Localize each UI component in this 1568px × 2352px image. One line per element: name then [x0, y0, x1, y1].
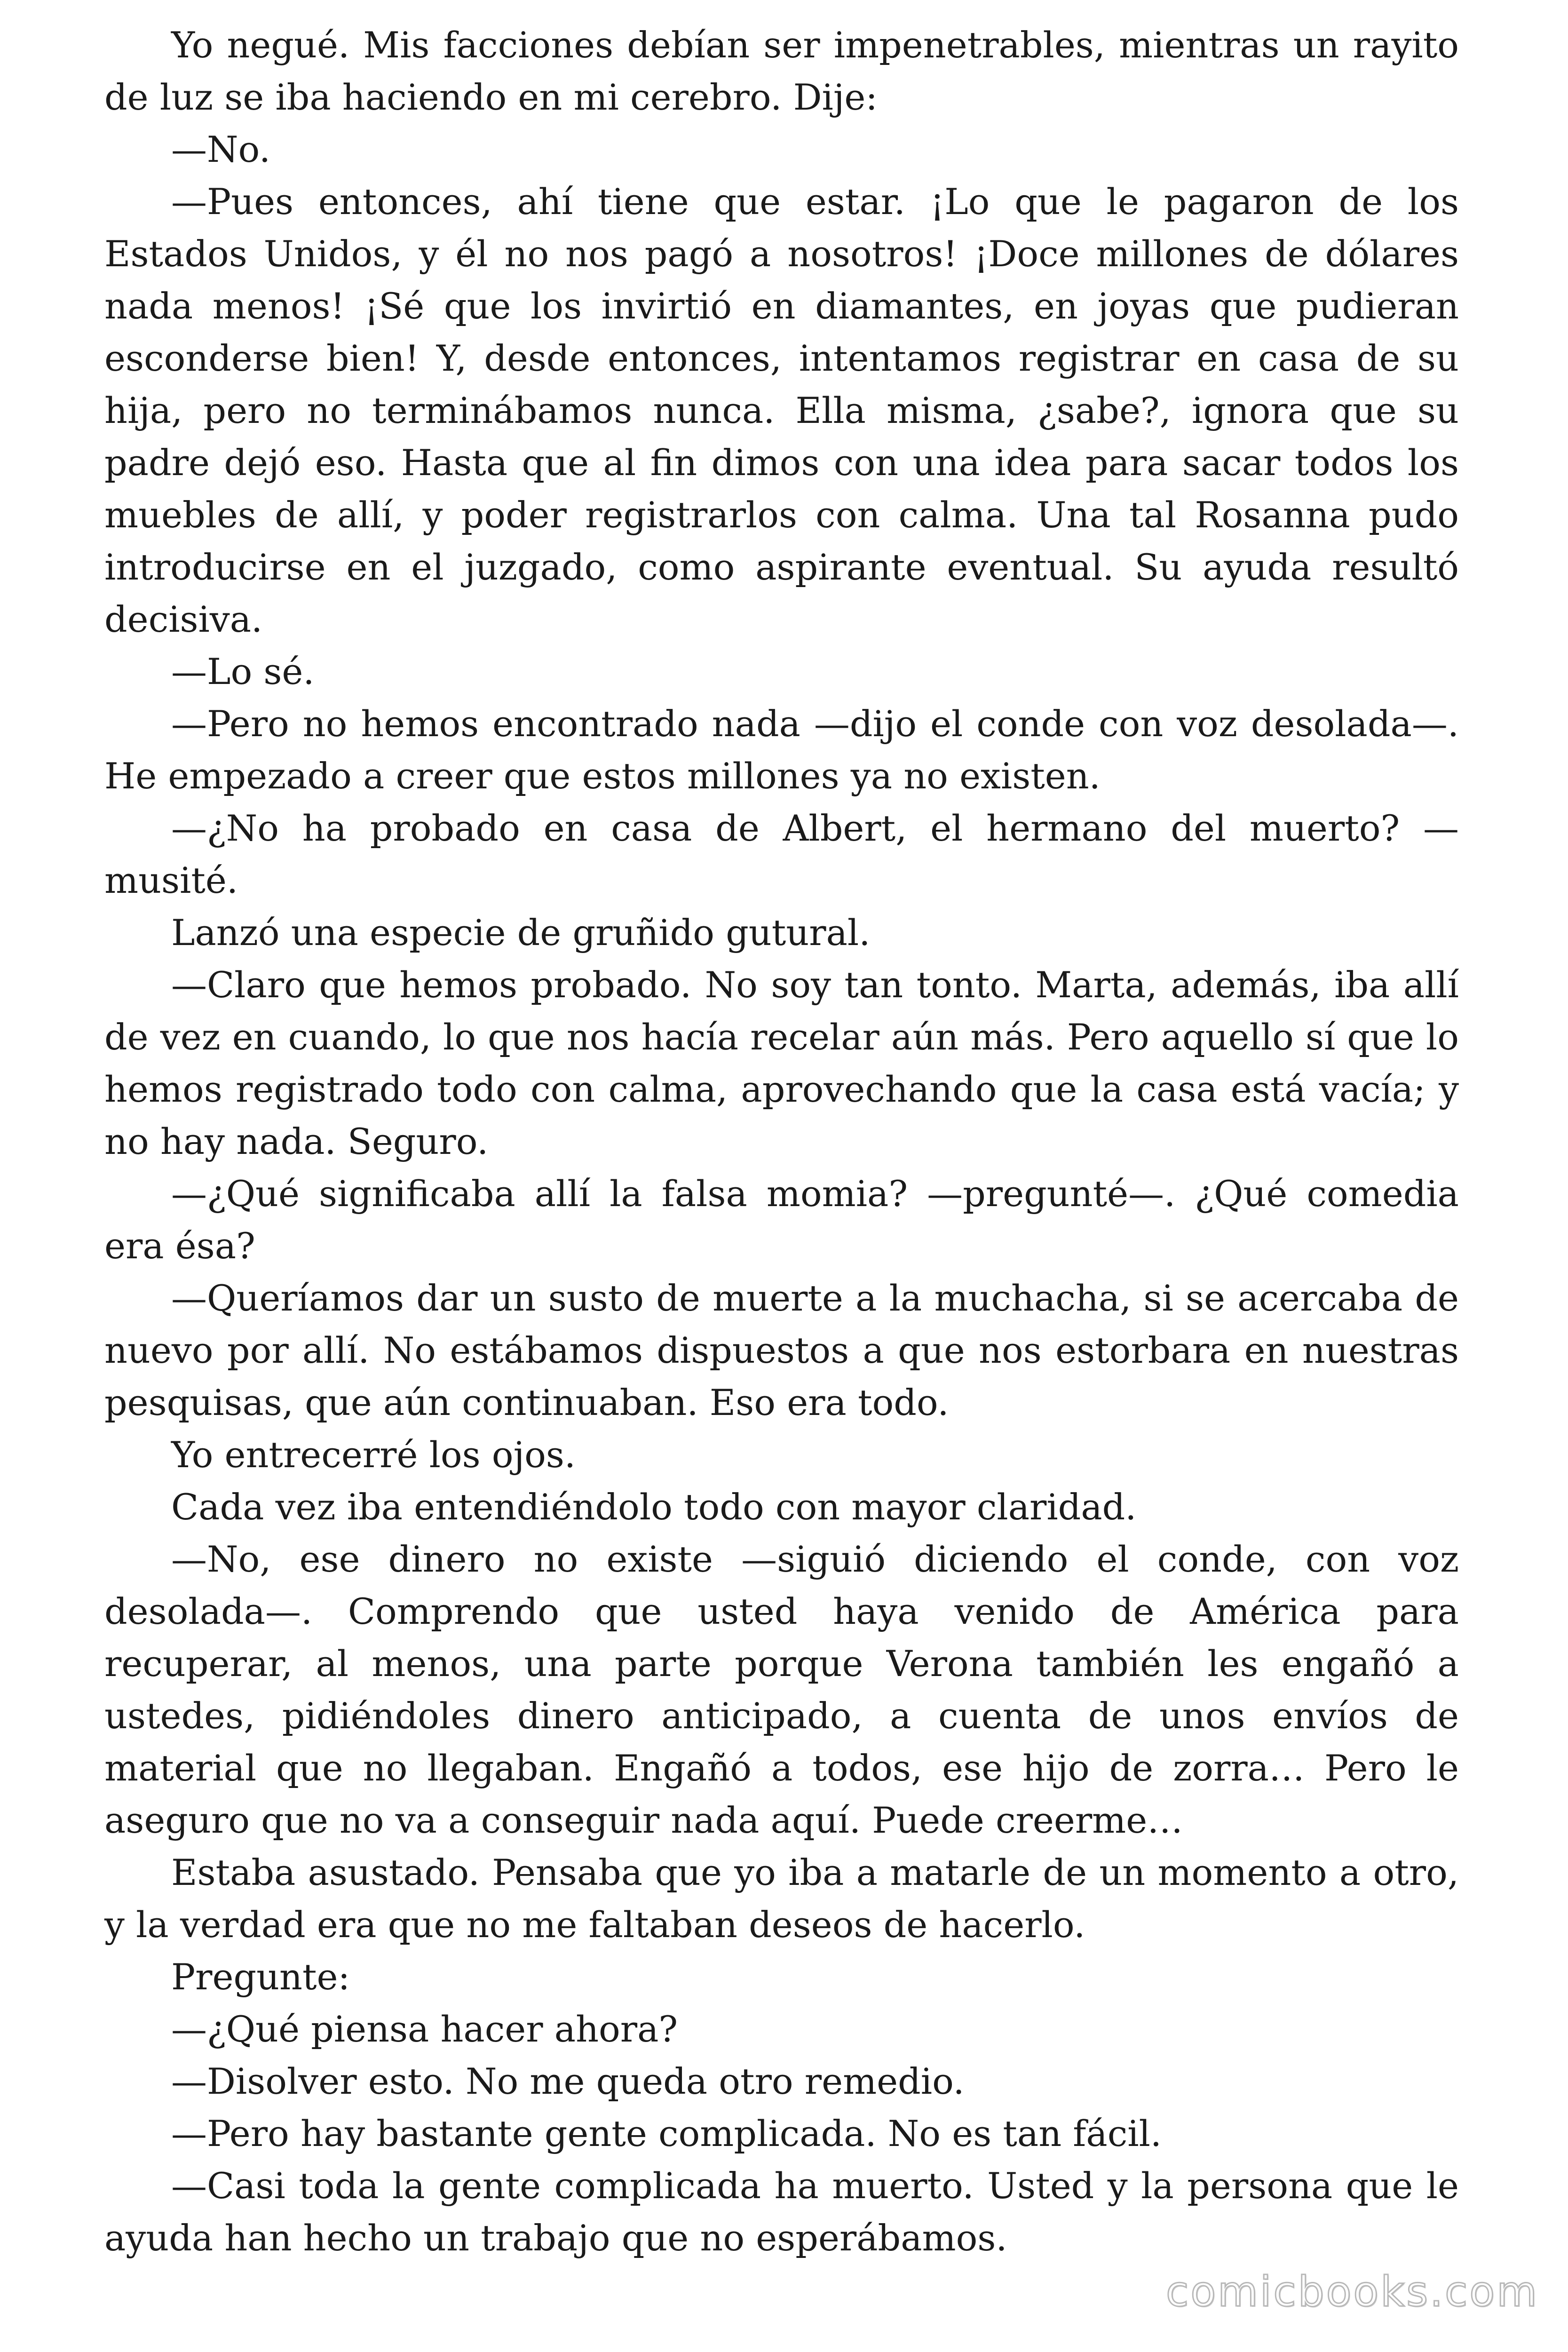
paragraph-19: —Casi toda la gente complicada ha muerto. Usted y la persona que le ayuda han hecho un trabajo que no esperábamos.	[104, 2165, 1459, 2259]
book-page	[104, 19, 1459, 2324]
paragraph-5: —Pero no hemos encontrado nada —dijo el conde con voz desolada—. He empezado a creer que estos millones ya no existen.	[104, 703, 1459, 797]
paragraph-17: —Disolver esto. No me queda otro remedio.	[171, 2060, 965, 2102]
paragraph-11: Yo entrecerré los ojos.	[171, 1434, 576, 1476]
paragraph-16: —¿Qué piensa hacer ahora?	[171, 2008, 678, 2050]
paragraph-2: —No.	[171, 128, 271, 170]
paragraph-4: —Lo sé.	[171, 651, 315, 692]
paragraph-10: —Queríamos dar un susto de muerte a la muchacha, si se acercaba de nuevo por allí. No estábamos dispuestos a que nos estorbara en nuestras pesquisas, que aún continuaban. Eso era todo.	[104, 1277, 1459, 1423]
paragraph-9: —¿Qué significaba allí la falsa momia? —pregunté—. ¿Qué comedia era ésa?	[104, 1173, 1459, 1267]
paragraph-8: —Claro que hemos probado. No soy tan tonto. Marta, además, iba allí de vez en cuando, lo que nos hacía recelar aún más. Pero aquello sí que lo hemos registrado todo con calma, aprovechando que la casa está vacía; y no hay nada. Seguro.	[104, 964, 1459, 1162]
paragraph-7: Lanzó una especie de gruñido gutural.	[171, 912, 871, 954]
paragraph-15: Pregunte:	[171, 1956, 350, 1998]
paragraph-12: Cada vez iba entendiéndolo todo con mayor claridad.	[171, 1486, 1137, 1528]
paragraph-1: Yo negué. Mis facciones debían ser impenetrables, mientras un rayito de luz se iba haciendo en mi cerebro. Dije:	[104, 24, 1459, 118]
paragraph-14: Estaba asustado. Pensaba que yo iba a matarle de un momento a otro, y la verdad era que no me faltaban deseos de hacerlo.	[104, 1851, 1459, 1946]
paragraph-3: —Pues entonces, ahí tiene que estar. ¡Lo que le pagaron de los Estados Unidos, y él no nos pagó a nosotros! ¡Doce millones de dólares nada menos! ¡Sé que los invirtió en diamantes, en joyas que pudieran esconderse bien! Y, desde entonces, intentamos registrar en casa de su hija, pero no terminábamos nunca. Ella misma, ¿sabe?, ignora que su padre dejó eso. Hasta que al fin dimos con una idea para sacar todos los muebles de allí, y poder registrarlos con calma. Una tal Rosanna pudo introducirse en el juzgado, como aspirante eventual. Su ayuda resultó decisiva.	[104, 181, 1459, 640]
watermark: comicbooks.com	[1165, 2267, 1539, 2316]
paragraph-6: —¿No ha probado en casa de Albert, el hermano del muerto? —musité.	[104, 807, 1459, 901]
paragraph-13: —No, ese dinero no existe —siguió diciendo el conde, con voz desolada—. Comprendo que usted haya venido de América para recuperar, al menos, una parte porque Verona también les engañó a ustedes, pidiéndoles dinero anticipado, a cuenta de unos envíos de material que no llegaban. Engañó a todos, ese hijo de zorra… Pero le aseguro que no va a conseguir nada aquí. Puede creerme…	[104, 1538, 1459, 1841]
paragraph-18: —Pero hay bastante gente complicada. No es tan fácil.	[171, 2113, 1162, 2154]
